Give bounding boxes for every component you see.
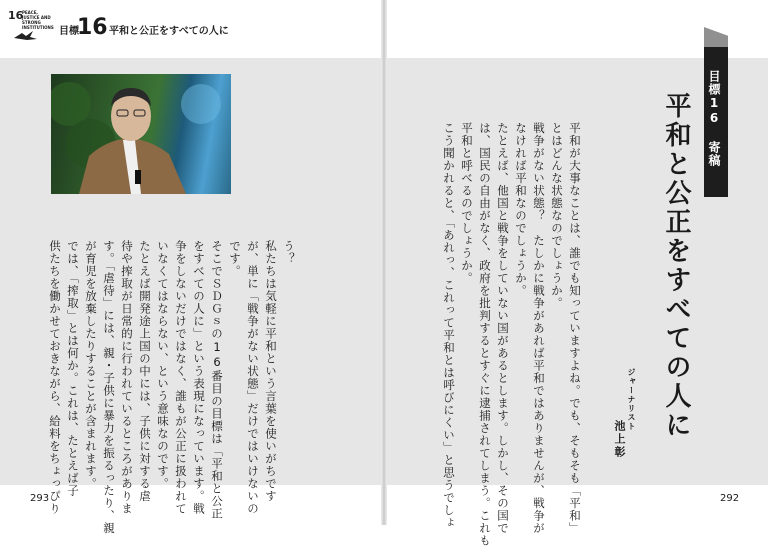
- left-body-text: [46, 240, 298, 535]
- goal-tab-text: 目標16 寄稿: [707, 70, 721, 167]
- person-image: [51, 74, 231, 194]
- text-column: です。: [228, 240, 242, 278]
- sdg-icon-number: 16: [8, 9, 24, 22]
- text-column: 争をしないだけではなく、誰もが公正に扱われて: [174, 240, 188, 515]
- author-photo: [51, 74, 231, 194]
- text-column: は、国民の自由がなく、政府を批判するとすぐに逮捕されてしまう。これも: [478, 122, 492, 547]
- goal-tab-notch: [704, 27, 728, 49]
- article-title: 平和と公正をすべての人に: [661, 92, 691, 440]
- text-column: 待や搾取が日常的に行われているところがありま: [120, 240, 134, 515]
- text-column: 戦争がない状態？ たしかに戦争があれば平和ではありませんが、戦争が: [532, 122, 546, 535]
- sdg-icon-text: PEACE, JUSTICE AND STRONG INSTITUTIONS: [22, 10, 54, 30]
- text-column: とはどんな状態なのでしょうか。: [550, 122, 564, 310]
- author-role: ジャーナリスト: [627, 368, 636, 431]
- text-column: そこでＳＤＧｓの16番目の目標は「平和と公正: [210, 240, 224, 520]
- text-column: が育児を放棄したりすることが含まれます。: [84, 240, 98, 490]
- text-column: 平和が大事なことは、誰でも知っていますよね。でも、そもそも「平和」: [568, 122, 582, 535]
- text-column: 私たちは気軽に平和という言葉を使いがちです: [264, 240, 278, 503]
- text-column: こう聞かれると、「あれっ、これって平和とは呼びにくい」と思うでしょ: [442, 122, 456, 529]
- text-column: 供たちを働かせておきながら、給料をちょっぴり: [48, 240, 62, 515]
- text-column: たとえば、他国と戦争をしていない国があるとします。しかし、その国で: [496, 122, 510, 535]
- text-column: が、単に「戦争がない状態」だけではいけないの: [246, 240, 260, 515]
- page-number-right: 292: [720, 493, 740, 504]
- text-column: う？: [282, 240, 296, 265]
- text-column: 平和と呼べるのでしょうか。: [460, 122, 474, 285]
- goal-label: 目標: [59, 26, 79, 37]
- text-column: す。「虐待」には、親・子供に暴力を振るったり、親: [102, 240, 116, 535]
- text-column: なければ平和なのでしょうか。: [514, 122, 528, 297]
- text-column: をすべての人に」という表現になっています。戦: [192, 240, 206, 515]
- dove-gavel-icon: [13, 30, 39, 42]
- sdg-goal-icon: [3, 4, 54, 42]
- page-number-left: 293: [30, 493, 50, 504]
- text-column: たとえば開発途上国の中には、子供に対する虐: [138, 240, 152, 503]
- text-column: いなくてはならない、という意味なのです。: [156, 240, 170, 490]
- goal-big-number: 16: [77, 15, 108, 40]
- author-name: 池上彰: [613, 420, 626, 459]
- header-title: 平和と公正をすべての人に: [109, 26, 229, 37]
- text-column: では、「搾取」とは何か。これは、たとえば子: [66, 240, 80, 497]
- right-body-text: [440, 122, 584, 547]
- book-gutter: [381, 0, 387, 525]
